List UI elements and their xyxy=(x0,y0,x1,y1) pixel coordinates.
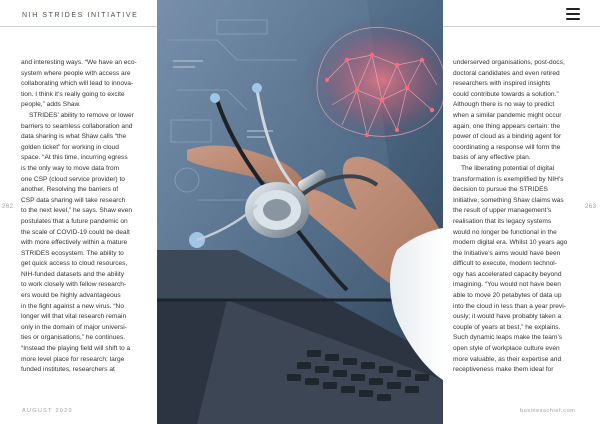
text-line: STRIDES’ ability to remove or lower xyxy=(29,111,134,119)
text-line: ogy has accelerated capacity beyond xyxy=(453,270,562,278)
text-line: difficult to execute, modern technol- xyxy=(453,260,557,268)
right-paragraph-1 xyxy=(453,58,579,164)
text-line: Such dynamic leaps make the team’s xyxy=(453,334,563,342)
text-line: could contribute towards a solution.” xyxy=(453,90,559,98)
text-line: is the only way to move data from xyxy=(21,164,120,172)
text-line: modern digital era. Whilst 10 years ago xyxy=(453,239,568,247)
text-line: longer will that vital research remain xyxy=(21,313,127,321)
text-line: CSP data sharing will take research xyxy=(21,196,126,204)
text-line: again, one thing appears certain: the xyxy=(453,122,561,130)
text-line: collaborating which will lead to innova- xyxy=(21,80,134,88)
text-line: transformation is exemplified by NIH’s xyxy=(453,175,564,183)
text-line: power of cloud as a binding agent for xyxy=(453,133,562,141)
doctor-laptop-stethoscope-image xyxy=(157,0,443,424)
text-line: data sharing is what Shaw calls “the xyxy=(21,133,127,141)
text-line: one CSP (cloud service provider) to xyxy=(21,175,125,183)
text-line: people,” adds Shaw. xyxy=(21,101,81,109)
text-line: ties or organisations,” he continues. xyxy=(21,334,126,342)
text-line: underserved organisations, post-docs, xyxy=(453,59,565,66)
text-line: get quick access to cloud resources, xyxy=(21,260,128,268)
text-line: STRIDES ecosystem. The ability to xyxy=(21,249,124,257)
text-line: more valuable, as their expertise and xyxy=(453,355,562,363)
page-number-right: 263 xyxy=(585,204,597,210)
text-line: more level place for research; large xyxy=(21,355,125,363)
issue-date: AUGUST 2020 xyxy=(22,408,73,414)
text-line: Although there is no way to predict xyxy=(453,101,555,109)
text-line: golden ticket” for working in cloud xyxy=(21,143,119,151)
header-divider xyxy=(0,26,157,27)
text-line: tion. I think it’s really going to excite xyxy=(21,90,125,98)
text-line: to work closely with fellow research- xyxy=(21,281,127,289)
left-article-column xyxy=(21,58,145,376)
right-article-column xyxy=(453,58,579,376)
text-line: and interesting ways. “We have an eco- xyxy=(21,59,137,66)
left-paragraph-2 xyxy=(21,111,145,376)
website-url[interactable]: businesschief.com xyxy=(520,408,576,414)
text-line: ers would be highly advantageous xyxy=(21,292,121,300)
text-line: decision to pursue the STRIDES xyxy=(453,186,548,194)
text-line: the scale of COVID-19 could be dealt xyxy=(21,228,130,236)
text-line: receptiveness make them ideal for xyxy=(453,366,554,374)
text-line: barriers to seamless collaboration and xyxy=(21,122,133,130)
article-photo xyxy=(157,0,443,424)
text-line: when a similar pandemic might occur xyxy=(453,111,562,119)
text-line: “Instead the playing field will shift to a xyxy=(21,345,131,353)
header-divider-right xyxy=(443,26,600,27)
text-line: the Initiative’s aims would have been xyxy=(453,249,561,257)
text-line: The liberating potential of digital xyxy=(461,164,555,172)
text-line: only in the domain of major universi- xyxy=(21,323,127,331)
text-line: able to move 20 petabytes of data up xyxy=(453,292,562,300)
left-paragraph-1 xyxy=(21,58,145,111)
text-line: couple of years at best,” he explains. xyxy=(453,323,561,331)
text-line: system where people with access are xyxy=(21,69,131,77)
text-line: with more effectively within a mature xyxy=(21,239,128,247)
publication-title: NIH STRIDES INITIATIVE xyxy=(22,12,139,19)
text-line: postulates that a future pandemic on xyxy=(21,217,128,225)
text-line: Initiative, something Shaw claims was xyxy=(453,196,564,204)
text-line: another. Resolving the barriers of xyxy=(21,186,119,194)
text-line: researchers with inspired insights xyxy=(453,80,551,88)
text-line: in the fight against a new virus. “No xyxy=(21,302,124,310)
right-paragraph-2 xyxy=(453,164,579,376)
text-line: to the next level,” he says. Shaw even xyxy=(21,207,133,215)
text-line: coordinating a response will form the xyxy=(453,143,561,151)
text-line: realisation that its legacy systems xyxy=(453,217,552,225)
text-line: doctoral candidates and even retired xyxy=(453,69,560,77)
page-number-left: 262 xyxy=(2,204,14,210)
text-line: open style of workplace culture even xyxy=(453,345,560,353)
text-line: NIH-funded datasets and the ability xyxy=(21,270,124,278)
text-line: into the cloud in less than a year previ- xyxy=(453,302,566,310)
text-line: funded institutes, researchers at xyxy=(21,366,115,374)
text-line: imagining. “You would not have been xyxy=(453,281,561,289)
text-line: ously; it would have probably taken a xyxy=(453,313,562,321)
text-line: space. “At this time, incurring egress xyxy=(21,154,128,162)
text-line: basis of any effective plan. xyxy=(453,154,531,162)
text-line: the result of upper management’s xyxy=(453,207,552,215)
hamburger-menu-icon[interactable] xyxy=(566,8,580,20)
text-line: would no longer be functional in the xyxy=(453,228,557,236)
